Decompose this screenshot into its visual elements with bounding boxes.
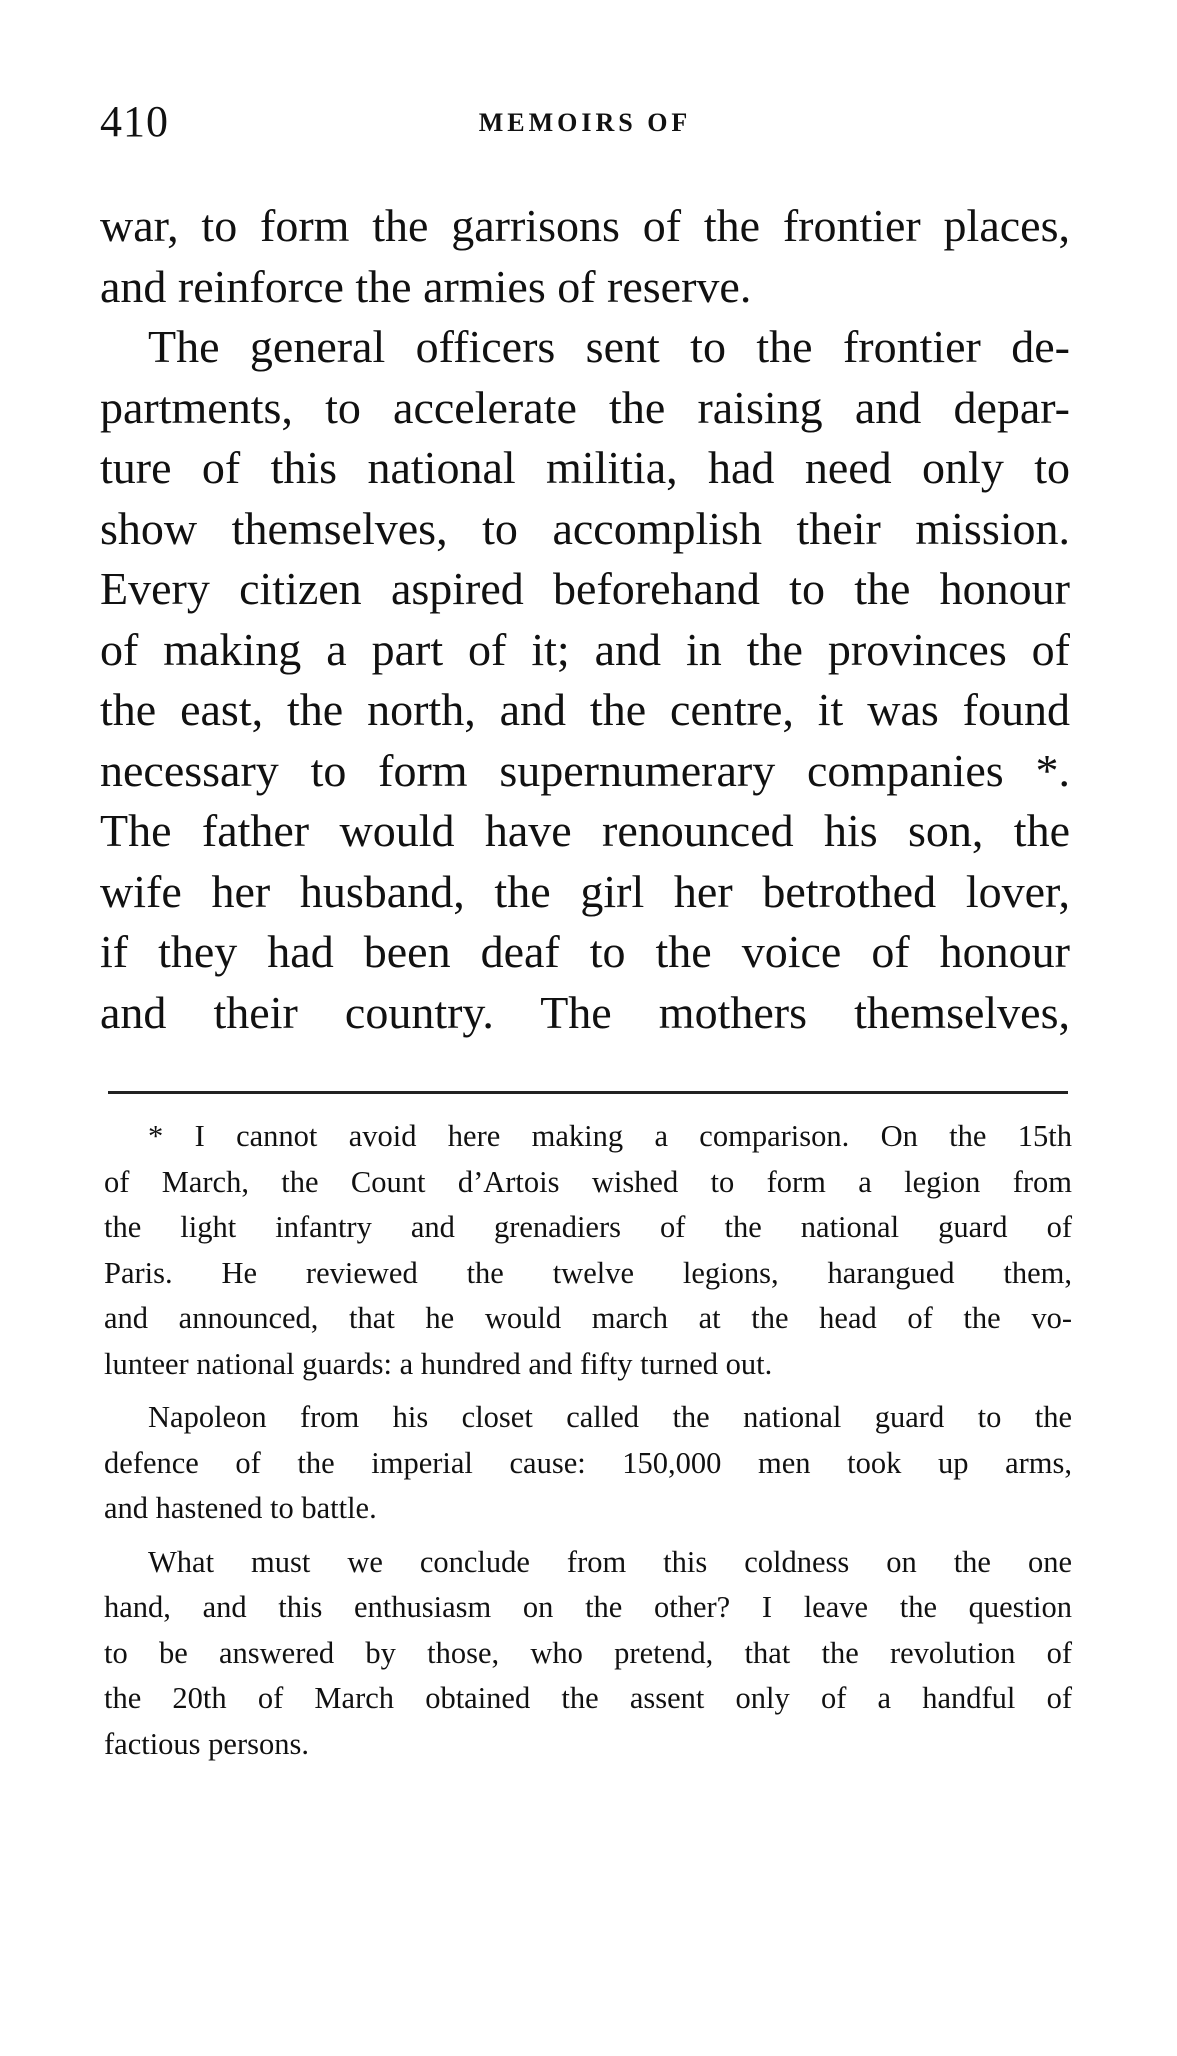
text-line: if they had been deaf to the voice of honour: [100, 926, 1070, 977]
text-line: partments, to accelerate the raising and depar-: [100, 381, 1070, 433]
footnote-paragraph: [104, 1395, 1072, 1532]
text-line: ture of this national militia, had need only to: [100, 442, 1070, 493]
footnote-line: Paris. He reviewed the twelve legions, harangued them,: [104, 1255, 1072, 1290]
text-line: and their country. The mothers themselves,: [100, 986, 1070, 1038]
footnote-line: What must we conclude from this coldness on the one: [148, 1544, 1072, 1579]
footnote-line: * I cannot avoid here making a comparison. On the 15th: [148, 1119, 1072, 1153]
text-line: and reinforce the armies of reserve.: [100, 260, 752, 312]
footnote-line: to be answered by those, who pretend, that the revolution of: [104, 1635, 1072, 1670]
text-line: of making a part of it; and in the provinces of: [100, 623, 1070, 675]
text-line: The father would have renounced his son, the: [100, 805, 1070, 856]
text-line: the east, the north, and the centre, it was found: [100, 684, 1070, 735]
footnote-line: the 20th of March obtained the assent only of a handful of: [104, 1681, 1072, 1715]
text-line: necessary to form supernumerary companies *.: [100, 744, 1070, 796]
text-line: wife her husband, the girl her betrothed lover,: [100, 865, 1070, 917]
text-line: The general officers sent to the frontier de-: [148, 321, 1070, 372]
footnote-line: factious persons.: [104, 1726, 309, 1761]
text-line: Every citizen aspired beforehand to the honour: [100, 563, 1070, 614]
footnote-line: and announced, that he would march at the head of the vo-: [104, 1301, 1072, 1335]
footnote-paragraph: [104, 1114, 1072, 1387]
text-line: show themselves, to accomplish their mission.: [100, 502, 1070, 554]
footnote-line: Napoleon from his closet called the national guard to the: [148, 1400, 1072, 1434]
footnote-line: and hastened to battle.: [104, 1491, 377, 1525]
page-number: 410: [100, 97, 169, 146]
text-line: war, to form the garrisons of the frontier places,: [100, 200, 1070, 251]
footnote-paragraph: [104, 1540, 1072, 1768]
main-text: [100, 196, 1070, 1043]
footnote-divider: [108, 1091, 1068, 1094]
footnote-line: the light infantry and grenadiers of the national guard of: [104, 1210, 1072, 1244]
footnote-line: hand, and this enthusiasm on the other? I leave the question: [104, 1590, 1072, 1624]
footnote-line: defence of the imperial cause: 150,000 men took up arms,: [104, 1445, 1072, 1480]
page-header: [100, 96, 1070, 156]
footnote-line: of March, the Count d’Artois wished to form a legion from: [104, 1164, 1072, 1199]
footnotes: [104, 1114, 1072, 1775]
footnote-line: lunteer national guards: a hundred and fifty turned out.: [104, 1346, 773, 1381]
running-head: MEMOIRS OF: [478, 108, 692, 137]
